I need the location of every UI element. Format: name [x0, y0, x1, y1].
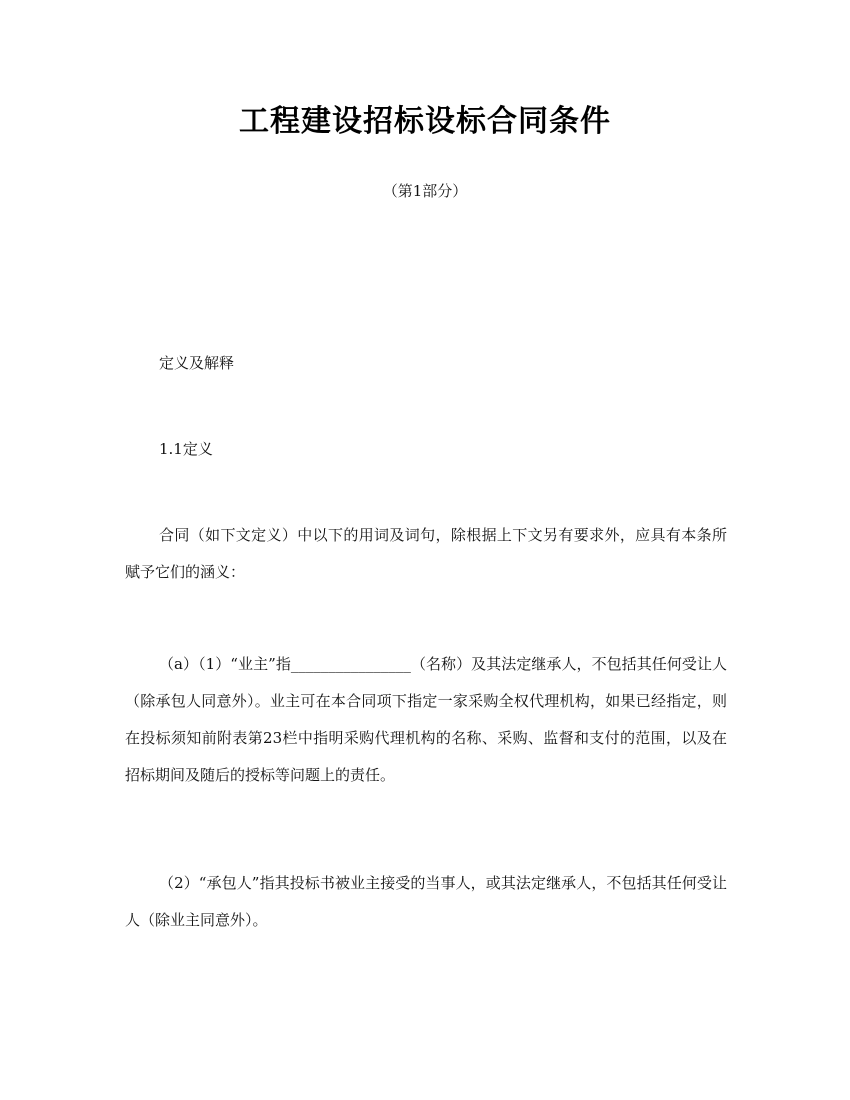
- document-subtitle: （第1部分）: [382, 182, 468, 200]
- paragraph-owner-definition: （a）（1）“业主”指________________（名称）及其法定继承人，不包括其任何受让人（除承包人同意外）。业主可在本合同项下指定一家采购全权代理机构，如果已经指定，则在投标须知前附表第23栏中指明采购代理机构的名称、采购、监督和支付的范围，以及在招标期间及随后的授标等问题上的责任。: [125, 655, 727, 784]
- section-heading: 定义及解释: [159, 354, 235, 372]
- paragraph-intro: 合同（如下文定义）中以下的用词及词句，除根据上下文另有要求外，应具有本条所赋予它们的涵义：: [125, 526, 727, 581]
- subsection-heading: 1.1定义: [159, 440, 213, 458]
- document-title: 工程建设招标设标合同条件: [239, 104, 611, 139]
- paragraph-contractor-definition: （2）“承包人”指其投标书被业主接受的当事人，或其法定继承人，不包括其任何受让人（除业主同意外）。: [125, 874, 727, 929]
